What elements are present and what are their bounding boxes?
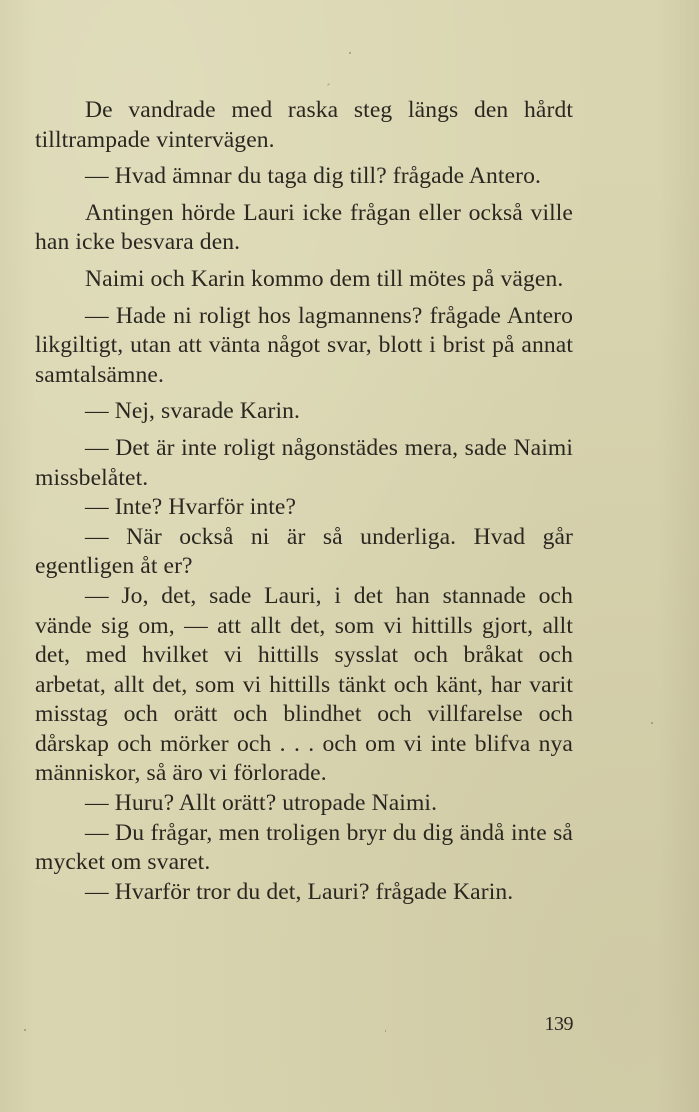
scan-speck <box>385 1030 386 1032</box>
paragraph: — Huru? Allt orätt? utropade Naimi. <box>85 790 438 817</box>
paragraph: — Hade ni roligt hos lagmannens? frågade Antero likgiltigt, utan att vänta något svar, blott i brist på annat samtalsämne. <box>35 302 573 388</box>
page-body-text <box>35 96 573 907</box>
paragraph: — Du frågar, men troligen bryr du dig ändå inte så mycket om svaret. <box>35 819 573 876</box>
paragraph: — Hvarför tror du det, Lauri? frågade Karin. <box>85 878 514 905</box>
paragraph: De vandrade med raska steg längs den hårdt tilltrampade vintervägen. <box>35 97 573 153</box>
scan-speck <box>327 83 330 86</box>
paragraph: — Hvad ämnar du taga dig till? frågade Antero. <box>85 163 542 190</box>
paragraph: Naimi och Karin kommo dem till mötes på vägen. <box>85 265 564 292</box>
scan-speck <box>651 722 653 724</box>
scan-speck <box>24 1029 26 1031</box>
paragraph: — Jo, det, sade Lauri, i det han stannade och vände sig om, — att allt det, som vi hittills gjort, allt det, med hvilket vi hittills sysslat och bråkat och arbetat, allt det, som vi hittills tänkt och känt, har varit misstag och orätt och blindhet och villfarelse och dårskap och mörker och . . . och om vi inte blifva nya människor, så äro vi förlorade. <box>35 582 573 787</box>
scan-speck <box>349 52 351 54</box>
paragraph: Antingen hörde Lauri icke frågan eller också ville han icke besvara den. <box>35 199 573 256</box>
paragraph: — Nej, svarade Karin. <box>85 398 301 425</box>
paragraph: — När också ni är så underliga. Hvad går egentligen åt er? <box>35 523 573 580</box>
paragraph: — Inte? Hvarför inte? <box>85 494 297 521</box>
page-number: 139 <box>544 1013 573 1035</box>
paragraph: — Det är inte roligt någonstädes mera, sade Naimi missbelåtet. <box>35 434 573 491</box>
